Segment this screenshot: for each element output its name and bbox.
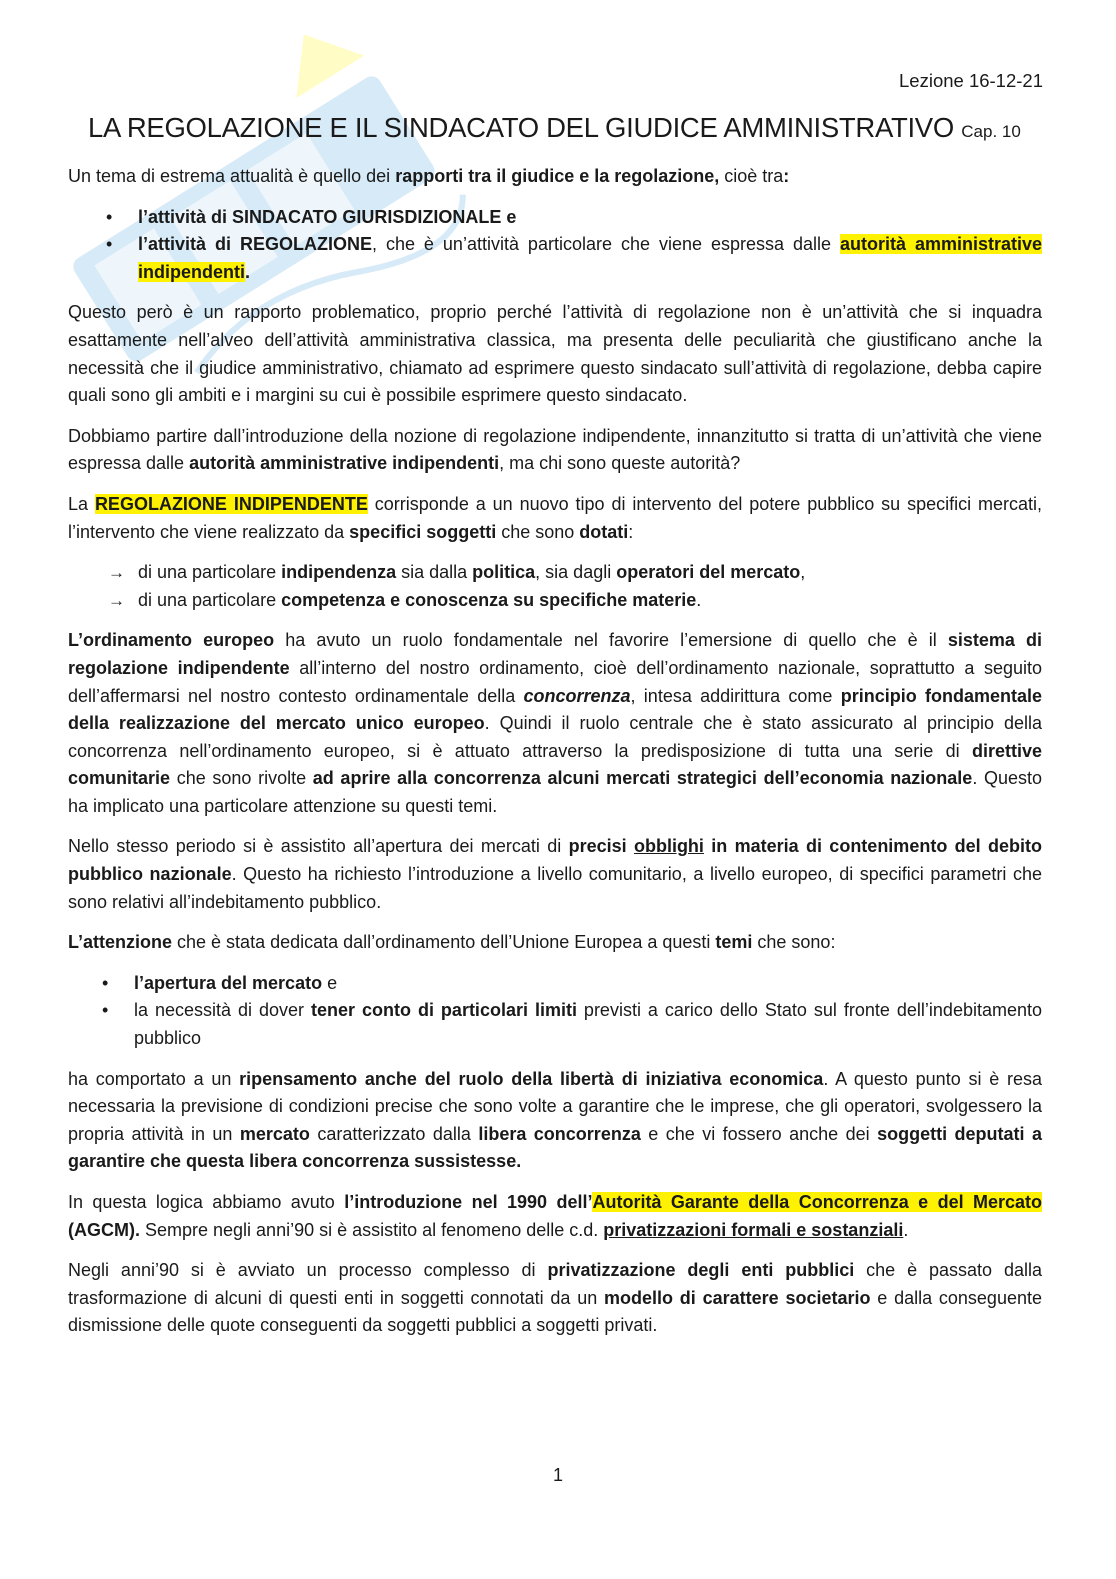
title-text: LA REGOLAZIONE E IL SINDACATO DEL GIUDICE AMMINISTRATIVO bbox=[88, 112, 954, 143]
bullet-list-1 bbox=[68, 204, 1042, 287]
list-item: • l’apertura del mercato e bbox=[68, 970, 1042, 998]
paragraph-10: Negli anni’90 si è avviato un processo complesso di privatizzazione degli enti pubblici che è passato dalla trasformazione di alcuni di questi enti in soggetti connotati da un modello di carattere societario e dalla conseguente dismissione delle quote conseguenti da soggetti pubblici a soggetti privati. bbox=[68, 1260, 1042, 1336]
list-item: • l’attività di REGOLAZIONE, che è un’attività particolare che viene espressa dalle autorità amministrative indipendenti. bbox=[68, 231, 1042, 286]
chapter-label: Cap. 10 bbox=[961, 122, 1021, 141]
list-item: → di una particolare competenza e conoscenza su specifiche materie. bbox=[68, 587, 1042, 615]
paragraph-9: In questa logica abbiamo avuto l’introduzione nel 1990 dell’Autorità Garante della Concorrenza e del Mercato (AGCM). Sempre negli anni’90 si è assistito al fenomeno delle c.d. privatizzazioni formali e sostanziali. bbox=[68, 1192, 1043, 1240]
page-number: 1 bbox=[552, 1465, 563, 1485]
paragraph-2: Questo però è un rapporto problematico, proprio perché l’attività di regolazione non è un’attività che si inquadra esattamente nell’alveo dell’attività amministrativa classica, ma presenta delle peculiarità che giustificano anche la necessità che il giudice amministrativo, chiamato ad esprimere questo sindacato sull’attività di regolazione, debba capire quali sono gli ambiti e i margini su cui è possibile esprimere questo sindacato. bbox=[68, 302, 1042, 406]
paragraph-4: La REGOLAZIONE INDIPENDENTE corrisponde a un nuovo tipo di intervento del potere pubblico su specifici mercati, l’intervento che viene realizzato da specifici soggetti che sono dotati: bbox=[68, 493, 1043, 542]
page-title bbox=[88, 112, 1048, 144]
list-item: → di una particolare indipendenza sia dalla politica, sia dagli operatori del mercato, bbox=[68, 559, 1042, 587]
bullet-list-2 bbox=[68, 970, 1042, 1053]
paragraph-8: ha comportato a un ripensamento anche del ruolo della libertà di iniziativa economica. A questo punto si è resa necessaria la previsione di condizioni precise che sono volte a garantire che le imprese, che gli operatori, svolgessero la propria attività in un mercato caratterizzato dalla libera concorrenza e che vi fossero anche dei soggetti deputati a garantire che questa libera concorrenza sussistesse. bbox=[68, 1068, 1042, 1172]
paragraph-1: Un tema di estrema attualità è quello dei rapporti tra il giudice e la regolazione, cioè tra: bbox=[68, 166, 790, 186]
list-item: • l’attività di SINDACATO GIURISDIZIONALE e bbox=[68, 204, 1042, 232]
paragraph-3: Dobbiamo partire dall’introduzione della nozione di regolazione indipendente, innanzitutto si tratta di un’attività che viene espressa dalle autorità amministrative indipendenti, ma chi sono queste autorità? bbox=[68, 425, 1042, 474]
lesson-date: Lezione 16-12-21 bbox=[899, 70, 1043, 91]
arrow-list bbox=[68, 559, 1042, 614]
document-body bbox=[68, 163, 1042, 1353]
list-item: • la necessità di dover tener conto di particolari limiti previsti a carico dello Stato sul fronte dell’indebitamento pubblico bbox=[68, 997, 1042, 1052]
paragraph-7: L’attenzione che è stata dedicata dall’ordinamento dell’Unione Europea a questi temi che sono: bbox=[68, 932, 836, 953]
paragraph-5: L’ordinamento europeo ha avuto un ruolo fondamentale nel favorire l’emersione di quello che è il sistema di regolazione indipendente all’interno del nostro ordinamento, cioè dell’ordinamento nazionale, soprattutto a seguito dell’affermarsi nel nostro contesto ordinamentale della concorrenza, intesa addirittura come principio fondamentale della realizzazione del mercato unico europeo. Quindi il ruolo centrale che è stato assicurato al principio della concorrenza nell’ordinamento europeo, si è attuato attraverso la predisposizione di tutta una serie di direttive comunitarie che sono rivolte ad aprire alla concorrenza alcuni mercati strategici dell’economia nazionale. Questo ha implicato una particolare attenzione su questi temi. bbox=[68, 630, 1043, 816]
paragraph-6: Nello stesso periodo si è assistito all’apertura dei mercati di precisi obblighi in materia di contenimento del debito pubblico nazionale. Questo ha richiesto l’introduzione a livello comunitario, a livello europeo, di specifici parametri che sono relativi all’indebitamento pubblico. bbox=[68, 836, 1042, 912]
